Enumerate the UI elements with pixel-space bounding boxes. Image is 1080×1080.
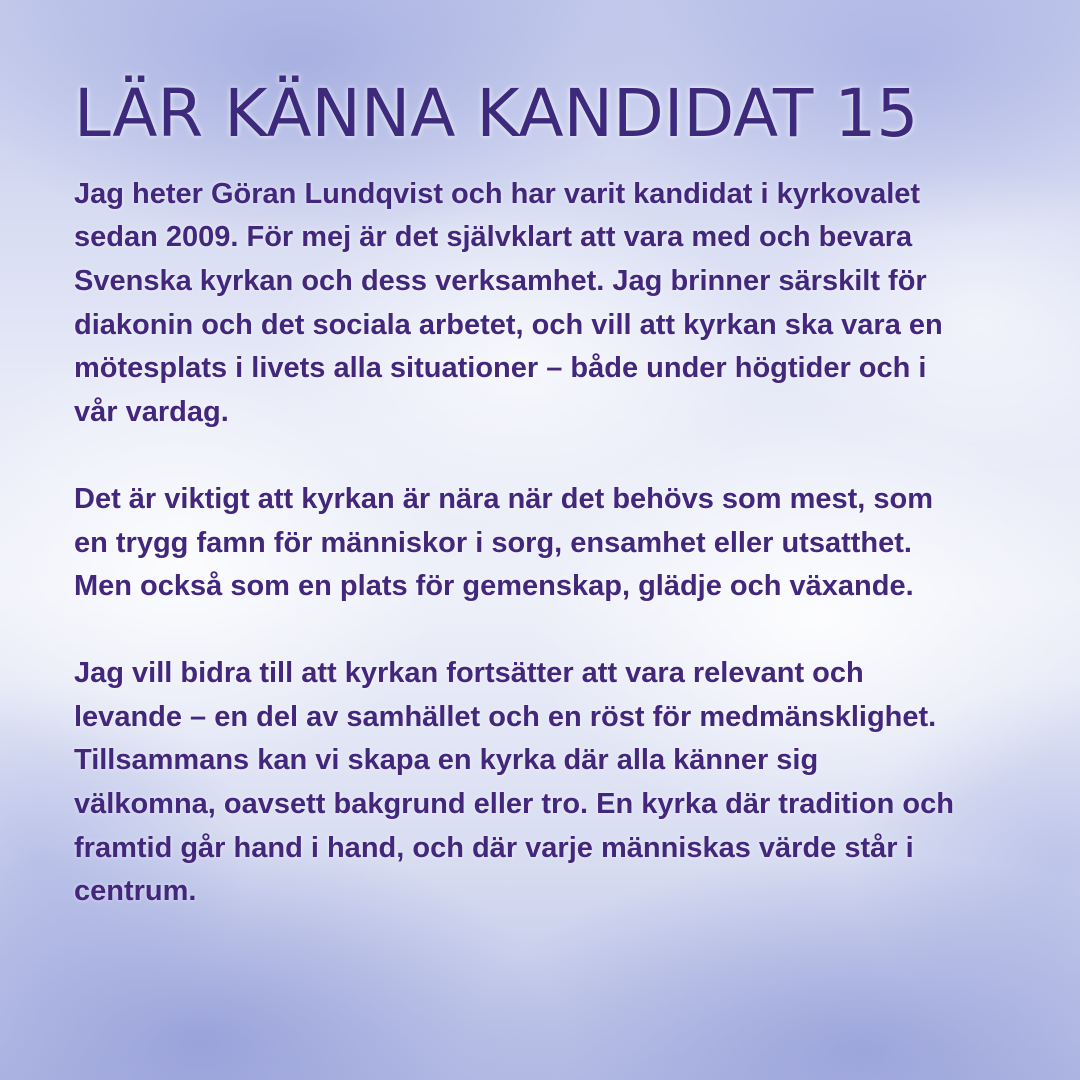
text-line: mötesplats i livets alla situationer – både under högtider och i bbox=[74, 352, 927, 385]
body-text bbox=[74, 173, 1014, 915]
text-line: levande – en del av samhället och en röst för medmänsklighet. bbox=[74, 700, 937, 733]
text-line: framtid går hand i hand, och där varje människas värde står i bbox=[74, 831, 914, 864]
text-line: Jag vill bidra till att kyrkan fortsätter att vara relevant och bbox=[74, 656, 864, 689]
page-title: LÄR KÄNNA KANDIDAT 15 bbox=[74, 75, 919, 152]
text-line: Men också som en plats för gemenskap, glädje och växande. bbox=[74, 570, 914, 603]
paragraph-3 bbox=[74, 652, 1014, 914]
paragraph-2 bbox=[74, 478, 1014, 609]
text-line: Tillsammans kan vi skapa en kyrka där alla känner sig bbox=[74, 744, 819, 777]
paragraph-1 bbox=[74, 173, 1014, 435]
text-line: välkomna, oavsett bakgrund eller tro. En kyrka där tradition och bbox=[74, 788, 954, 821]
text-line: Jag heter Göran Lundqvist och har varit kandidat i kyrkovalet bbox=[74, 177, 921, 210]
text-line: centrum. bbox=[74, 875, 197, 908]
text-line: en trygg famn för människor i sorg, ensamhet eller utsatthet. bbox=[74, 526, 912, 559]
text-line: Svenska kyrkan och dess verksamhet. Jag brinner särskilt för bbox=[74, 265, 927, 297]
text-line: Det är viktigt att kyrkan är nära när det behövs som mest, som bbox=[74, 482, 934, 515]
text-line: diakonin och det sociala arbetet, och vill att kyrkan ska vara en bbox=[74, 308, 943, 341]
content-area bbox=[74, 75, 1014, 957]
text-line: vår vardag. bbox=[74, 396, 229, 429]
text-line: sedan 2009. För mej är det självklart att vara med och bevara bbox=[74, 221, 913, 254]
